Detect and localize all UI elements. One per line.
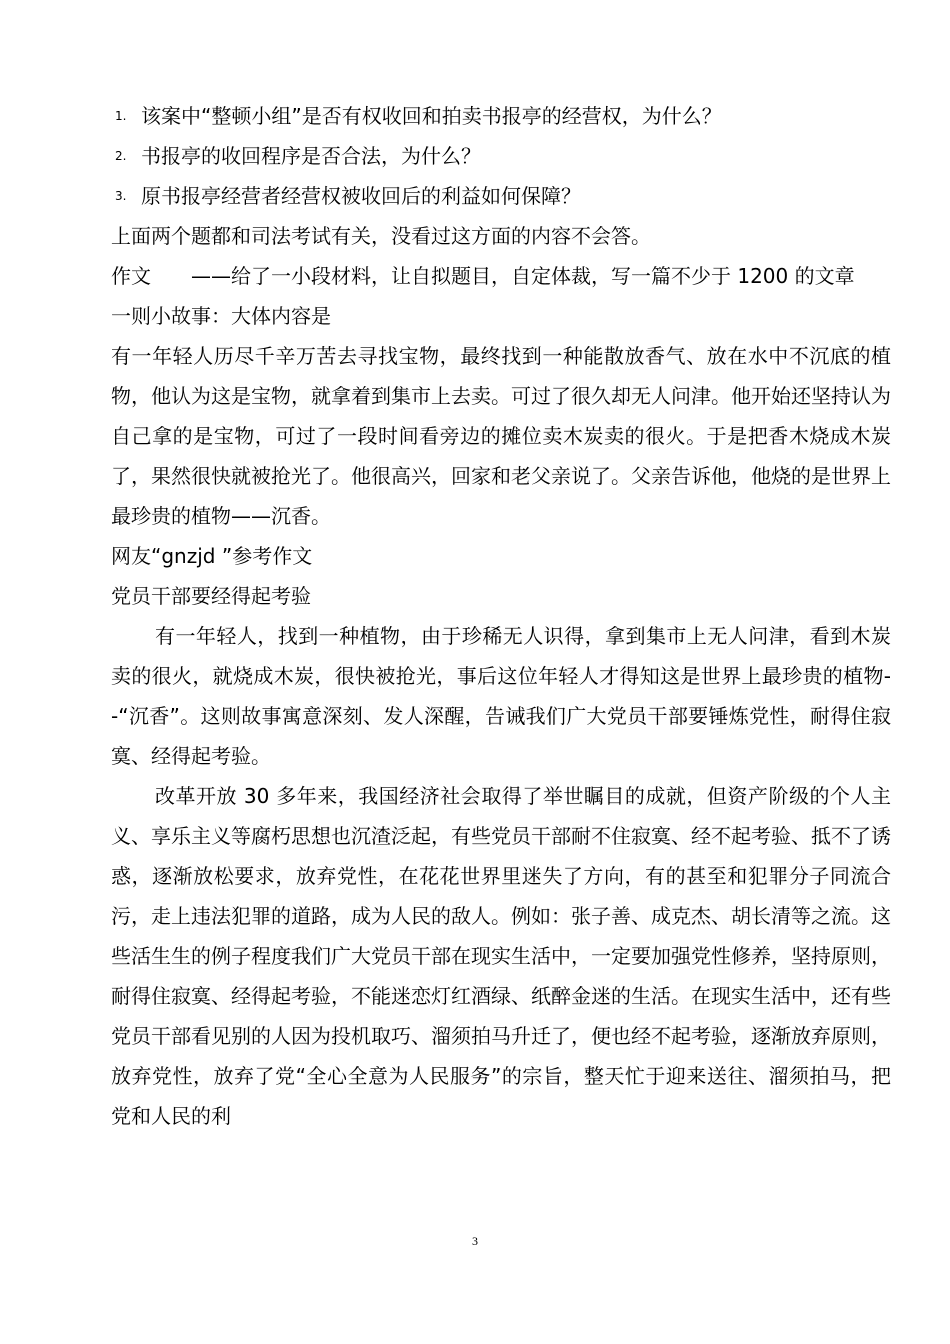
story-text: 有一年轻人历尽千辛万苦去寻找宝物，最终找到一种能散放香气、放在水中不沉底的植物，他认为这是宝物，就拿着到集市上去卖。可过了很久却无人问津。他开始还坚持认为自己拿的是宝物，可过了一段时间看旁边的摊位卖木炭卖的很火。于是把香木烧成木炭了，果然很快就被抢光了。他很高兴，回家和老父亲说了。父亲告诉他，他烧的是世界上最珍贵的植物——沉香。 [111,344,891,528]
question-text: 原书报亭经营者经营权被收回后的利益如何保障？ [141,184,581,208]
question-text: 书报亭的收回程序是否合法，为什么？ [141,144,481,168]
question-number: 2. [115,149,127,163]
essay-paragraph: 改革开放 30 多年来，我国经济社会取得了举世瞩目的成就，但资产阶级的个人主义、享乐主义等腐朽思想也沉渣泛起，有些党员干部耐不住寂寞、经不起考验、抵不了诱惑，逐渐放松要求，放弃党性，在花花世界里迷失了方向，有的甚至和犯罪分子同流合污，走上违法犯罪的道路，成为人民的敌人。例如：张子善、成克杰、胡长清等之流。这些活生生的例子程度我们广大党员干部在现实生活中，一定要加强党性修养，坚持原则，耐得住寂寞、经得起考验，不能迷恋灯红酒绿、纸醉金迷的生活。在现实生活中，还有些党员干部看见别的人因为投机取巧、溜须拍马升迁了，便也经不起考验，逐渐放弃原则，放弃党性，放弃了党“全心全意为人民服务”的宗旨，整天忙于迎来送往、溜须拍马，把党和人民的利 [111,784,891,1128]
essay-paragraph: 有一年轻人，找到一种植物，由于珍稀无人识得，拿到集市上无人问津，看到木炭卖的很火，就烧成木炭，很快被抢光，事后这位年轻人才得知这是世界上最珍贵的植物--“沉香”。这则故事寓意深刻、发人深醒，告诫我们广大党员干部要锤炼党性，耐得住寂寞、经得起考验。 [111,624,891,768]
essay-task: 作文 ——给了一小段材料，让自拟题目，自定体裁，写一篇不少于 1200 的文章 [111,264,855,288]
question-item [111,136,891,176]
question-number: 1. [115,109,127,123]
remark-text: 上面两个题都和司法考试有关，没看过这方面的内容不会答。 [111,224,651,248]
document-page [111,96,891,1136]
question-item [111,176,891,216]
question-item [111,96,891,136]
question-number: 3. [115,189,127,203]
page-number: 3 [472,1234,478,1248]
essay-title: 党员干部要经得起考验 [111,584,311,608]
story-intro: 一则小故事：大体内容是 [111,304,331,328]
reference-label: 网友“gnzjd ”参考作文 [111,544,313,568]
question-text: 该案中“整顿小组”是否有权收回和拍卖书报亭的经营权，为什么？ [141,104,722,128]
